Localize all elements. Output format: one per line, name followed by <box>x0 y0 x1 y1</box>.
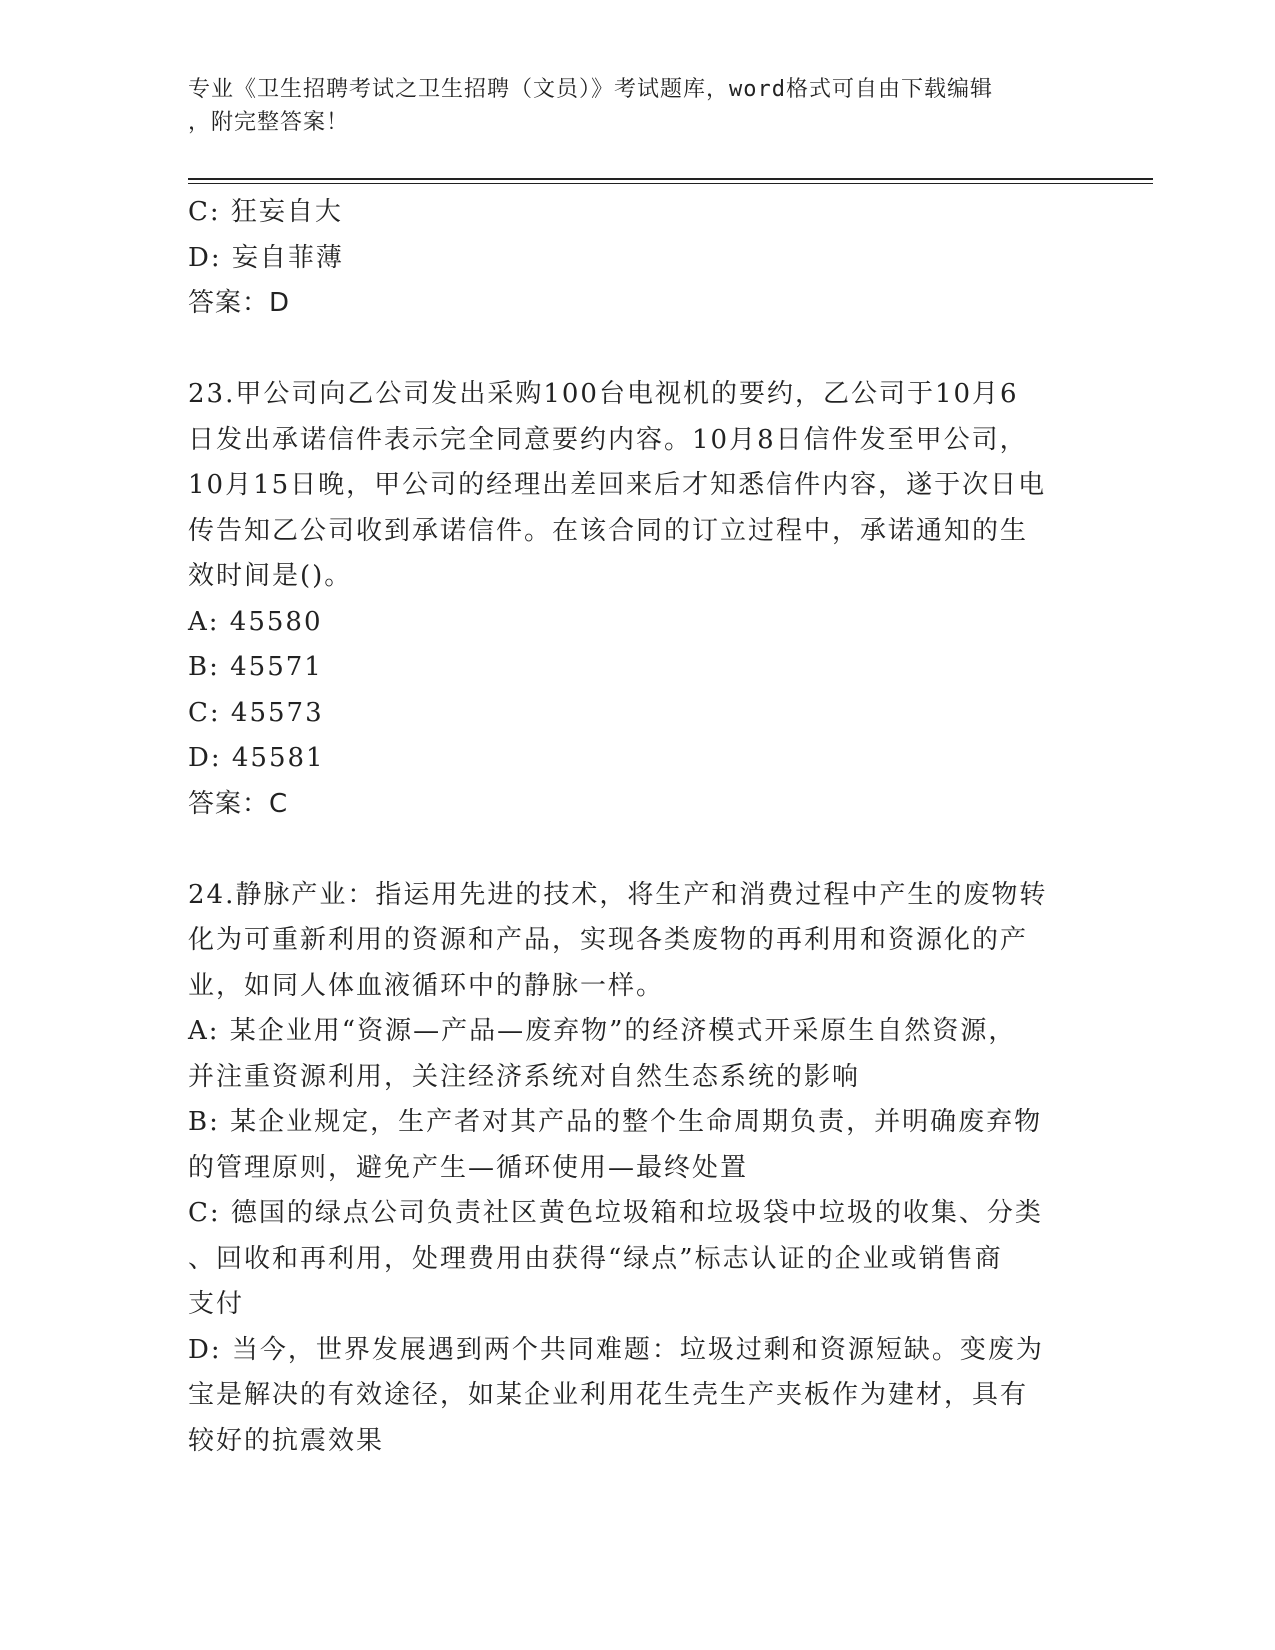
spacer <box>188 327 1088 373</box>
document-header <box>188 73 1088 139</box>
header-title-line-2: ，附完整答案！ <box>188 110 350 135</box>
header-divider-thin <box>188 183 1153 184</box>
option-d: D: 45581 <box>188 743 325 773</box>
question-24-text-line: 24.静脉产业：指运用先进的技术，将生产和消费过程中产生的废物转 <box>188 879 1048 910</box>
header-divider-thick <box>188 178 1153 180</box>
header-title-line-1: 专业《卫生招聘考试之卫生招聘（文员）》考试题库，word格式可自由下载编辑 <box>188 77 993 102</box>
option-c: C: 德国的绿点公司负责社区黄色垃圾箱和垃圾袋中垃圾的收集、分类 <box>188 1198 1043 1228</box>
option-d-continued: 较好的抗震效果 <box>188 1425 385 1456</box>
option-b: B: 45571 <box>188 652 323 682</box>
question-24-text-line: 化为可重新利用的资源和产品，实现各类废物的再利用和资源化的产 <box>188 925 1029 955</box>
question-23-text-line: 23.甲公司向乙公司发出采购100台电视机的要约，乙公司于10月6 <box>188 379 1019 409</box>
answer-line: 答案：C <box>188 788 289 819</box>
option-c: C: 45573 <box>188 697 324 728</box>
question-24 <box>188 873 1088 1465</box>
question-24-text-line: 业，如同人体血液循环中的静脉一样。 <box>188 970 665 1001</box>
option-b-continued: 的管理原则，避免产生—循环使用—最终处置 <box>188 1152 749 1183</box>
document-body <box>188 190 1088 1464</box>
question-23-text-line: 效时间是()。 <box>188 561 353 591</box>
option-d-continued: 宝是解决的有效途径，如某企业利用花生壳生产夹板作为建材，具有 <box>188 1380 1029 1410</box>
option-a: A: 某企业用“资源—产品—废弃物”的经济模式开采原生自然资源， <box>188 1016 1017 1046</box>
option-d: D: 妄自菲薄 <box>188 242 344 273</box>
option-c: C: 狂妄自大 <box>188 197 343 227</box>
question-23 <box>188 372 1088 827</box>
question-23-text-line: 日发出承诺信件表示完全同意要约内容。10月8日信件发至甲公司， <box>188 424 1028 455</box>
question-22-tail <box>188 190 1088 327</box>
option-c-continued: 支付 <box>188 1289 245 1319</box>
option-d: D: 当今，世界发展遇到两个共同难题：垃圾过剩和资源短缺。变废为 <box>188 1334 1044 1365</box>
answer-line: 答案：D <box>188 288 291 318</box>
option-a: A: 45580 <box>188 606 323 637</box>
option-c-continued: 、回收和再利用，处理费用由获得“绿点”标志认证的企业或销售商 <box>188 1243 1003 1274</box>
option-a-continued: 并注重资源利用，关注经济系统对自然生态系统的影响 <box>188 1061 861 1092</box>
spacer <box>188 827 1088 873</box>
option-b: B: 某企业规定，生产者对其产品的整个生命周期负责，并明确废弃物 <box>188 1107 1043 1137</box>
question-23-text-line: 10月15日晚，甲公司的经理出差回来后才知悉信件内容，遂于次日电 <box>188 470 1047 500</box>
question-23-text-line: 传告知乙公司收到承诺信件。在该合同的订立过程中，承诺通知的生 <box>188 515 1029 546</box>
